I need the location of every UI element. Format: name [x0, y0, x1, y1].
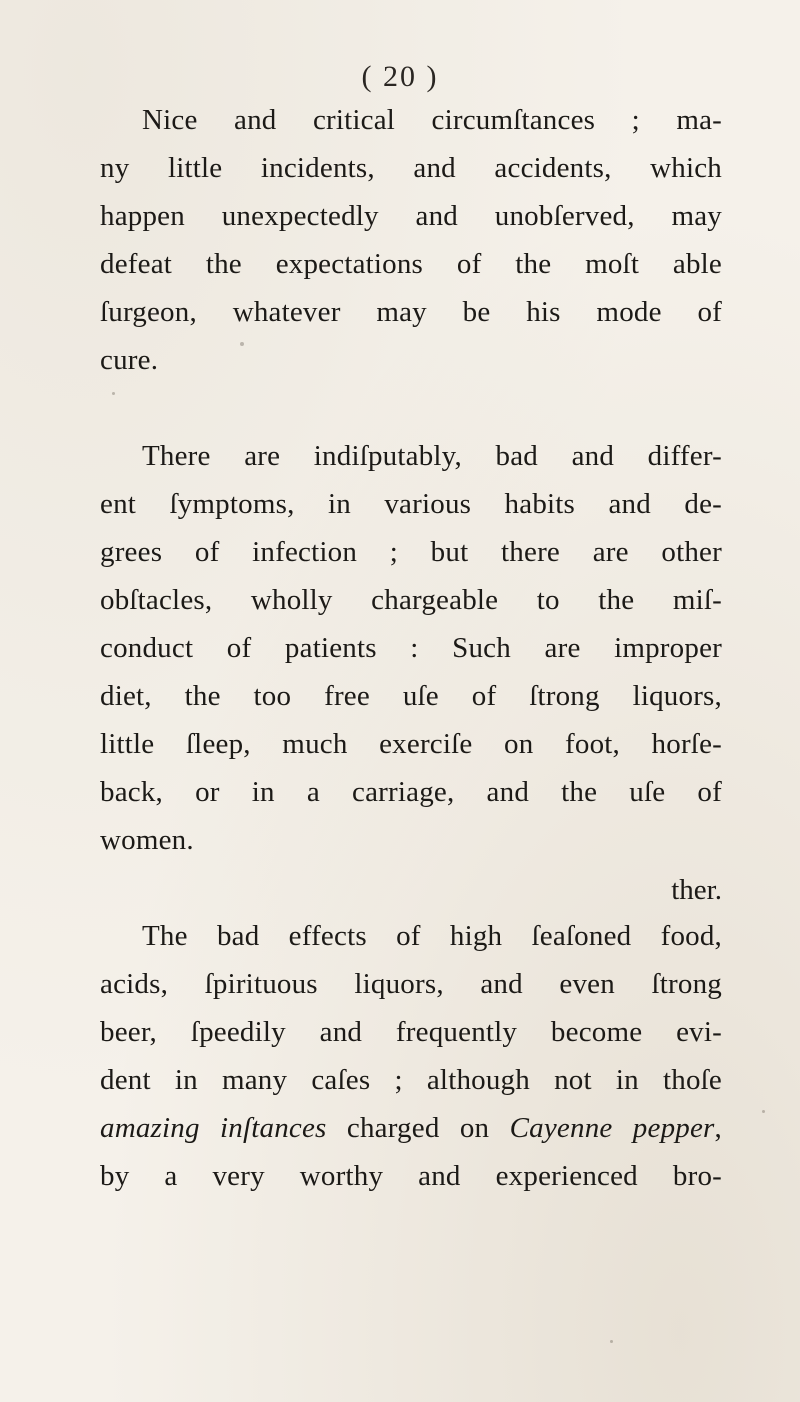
text-line: ſurgeon, whatever may be his mode of: [100, 296, 722, 328]
paragraph-3: [100, 912, 722, 1200]
paragraph-2: [100, 432, 722, 864]
text-line: acids, ſpirituous liquors, and even ſtrong: [100, 968, 722, 1000]
paper-speck: [762, 1110, 765, 1113]
text-line: beer, ſpeedily and frequently become evi-: [100, 1016, 722, 1048]
paragraph-gap: [100, 384, 722, 432]
paragraph-1: [100, 96, 722, 384]
italic-phrase: Cayenne pepper: [509, 1112, 715, 1144]
text-line: cure.: [100, 344, 159, 376]
punctuation: ,: [714, 1112, 722, 1144]
catchword: ther.: [671, 874, 722, 906]
text-line: conduct of patients : Such are improper: [100, 632, 722, 664]
body-text: [100, 96, 722, 1200]
text-line: happen unexpectedly and unobſerved, may: [100, 200, 722, 232]
text-line: diet, the too free uſe of ſtrong liquors,: [100, 680, 722, 712]
italic-phrase: amazing inſtances: [100, 1112, 327, 1144]
text-line: ent ſymptoms, in various habits and de-: [100, 488, 722, 520]
text-line: women.: [100, 824, 194, 856]
paper-speck: [240, 342, 244, 346]
text-line: The bad effects of high ſeaſoned food,: [142, 920, 722, 952]
text-line-italic: [100, 1104, 722, 1152]
text-line: back, or in a carriage, and the uſe of: [100, 776, 722, 808]
text-line: dent in many caſes ; although not in thoſe: [100, 1064, 722, 1096]
text-line: ny little incidents, and accidents, which: [100, 152, 722, 184]
text-line: defeat the expectations of the moſt able: [100, 248, 722, 280]
text-line: There are indiſputably, bad and differ-: [142, 440, 722, 472]
text-line: obſtacles, wholly chargeable to the miſ-: [100, 584, 722, 616]
text-line: Nice and critical circumſtances ; ma-: [142, 104, 722, 136]
paper-speck: [610, 1340, 613, 1343]
page-number: ( 20 ): [361, 60, 439, 93]
plain-phrase: charged on: [326, 1112, 510, 1144]
text-line: by a very worthy and experienced bro-: [100, 1160, 722, 1192]
text-line: little ſleep, much exerciſe on foot, horſe-: [100, 728, 722, 760]
paper-speck: [112, 392, 115, 395]
text-line: grees of infection ; but there are other: [100, 536, 722, 568]
